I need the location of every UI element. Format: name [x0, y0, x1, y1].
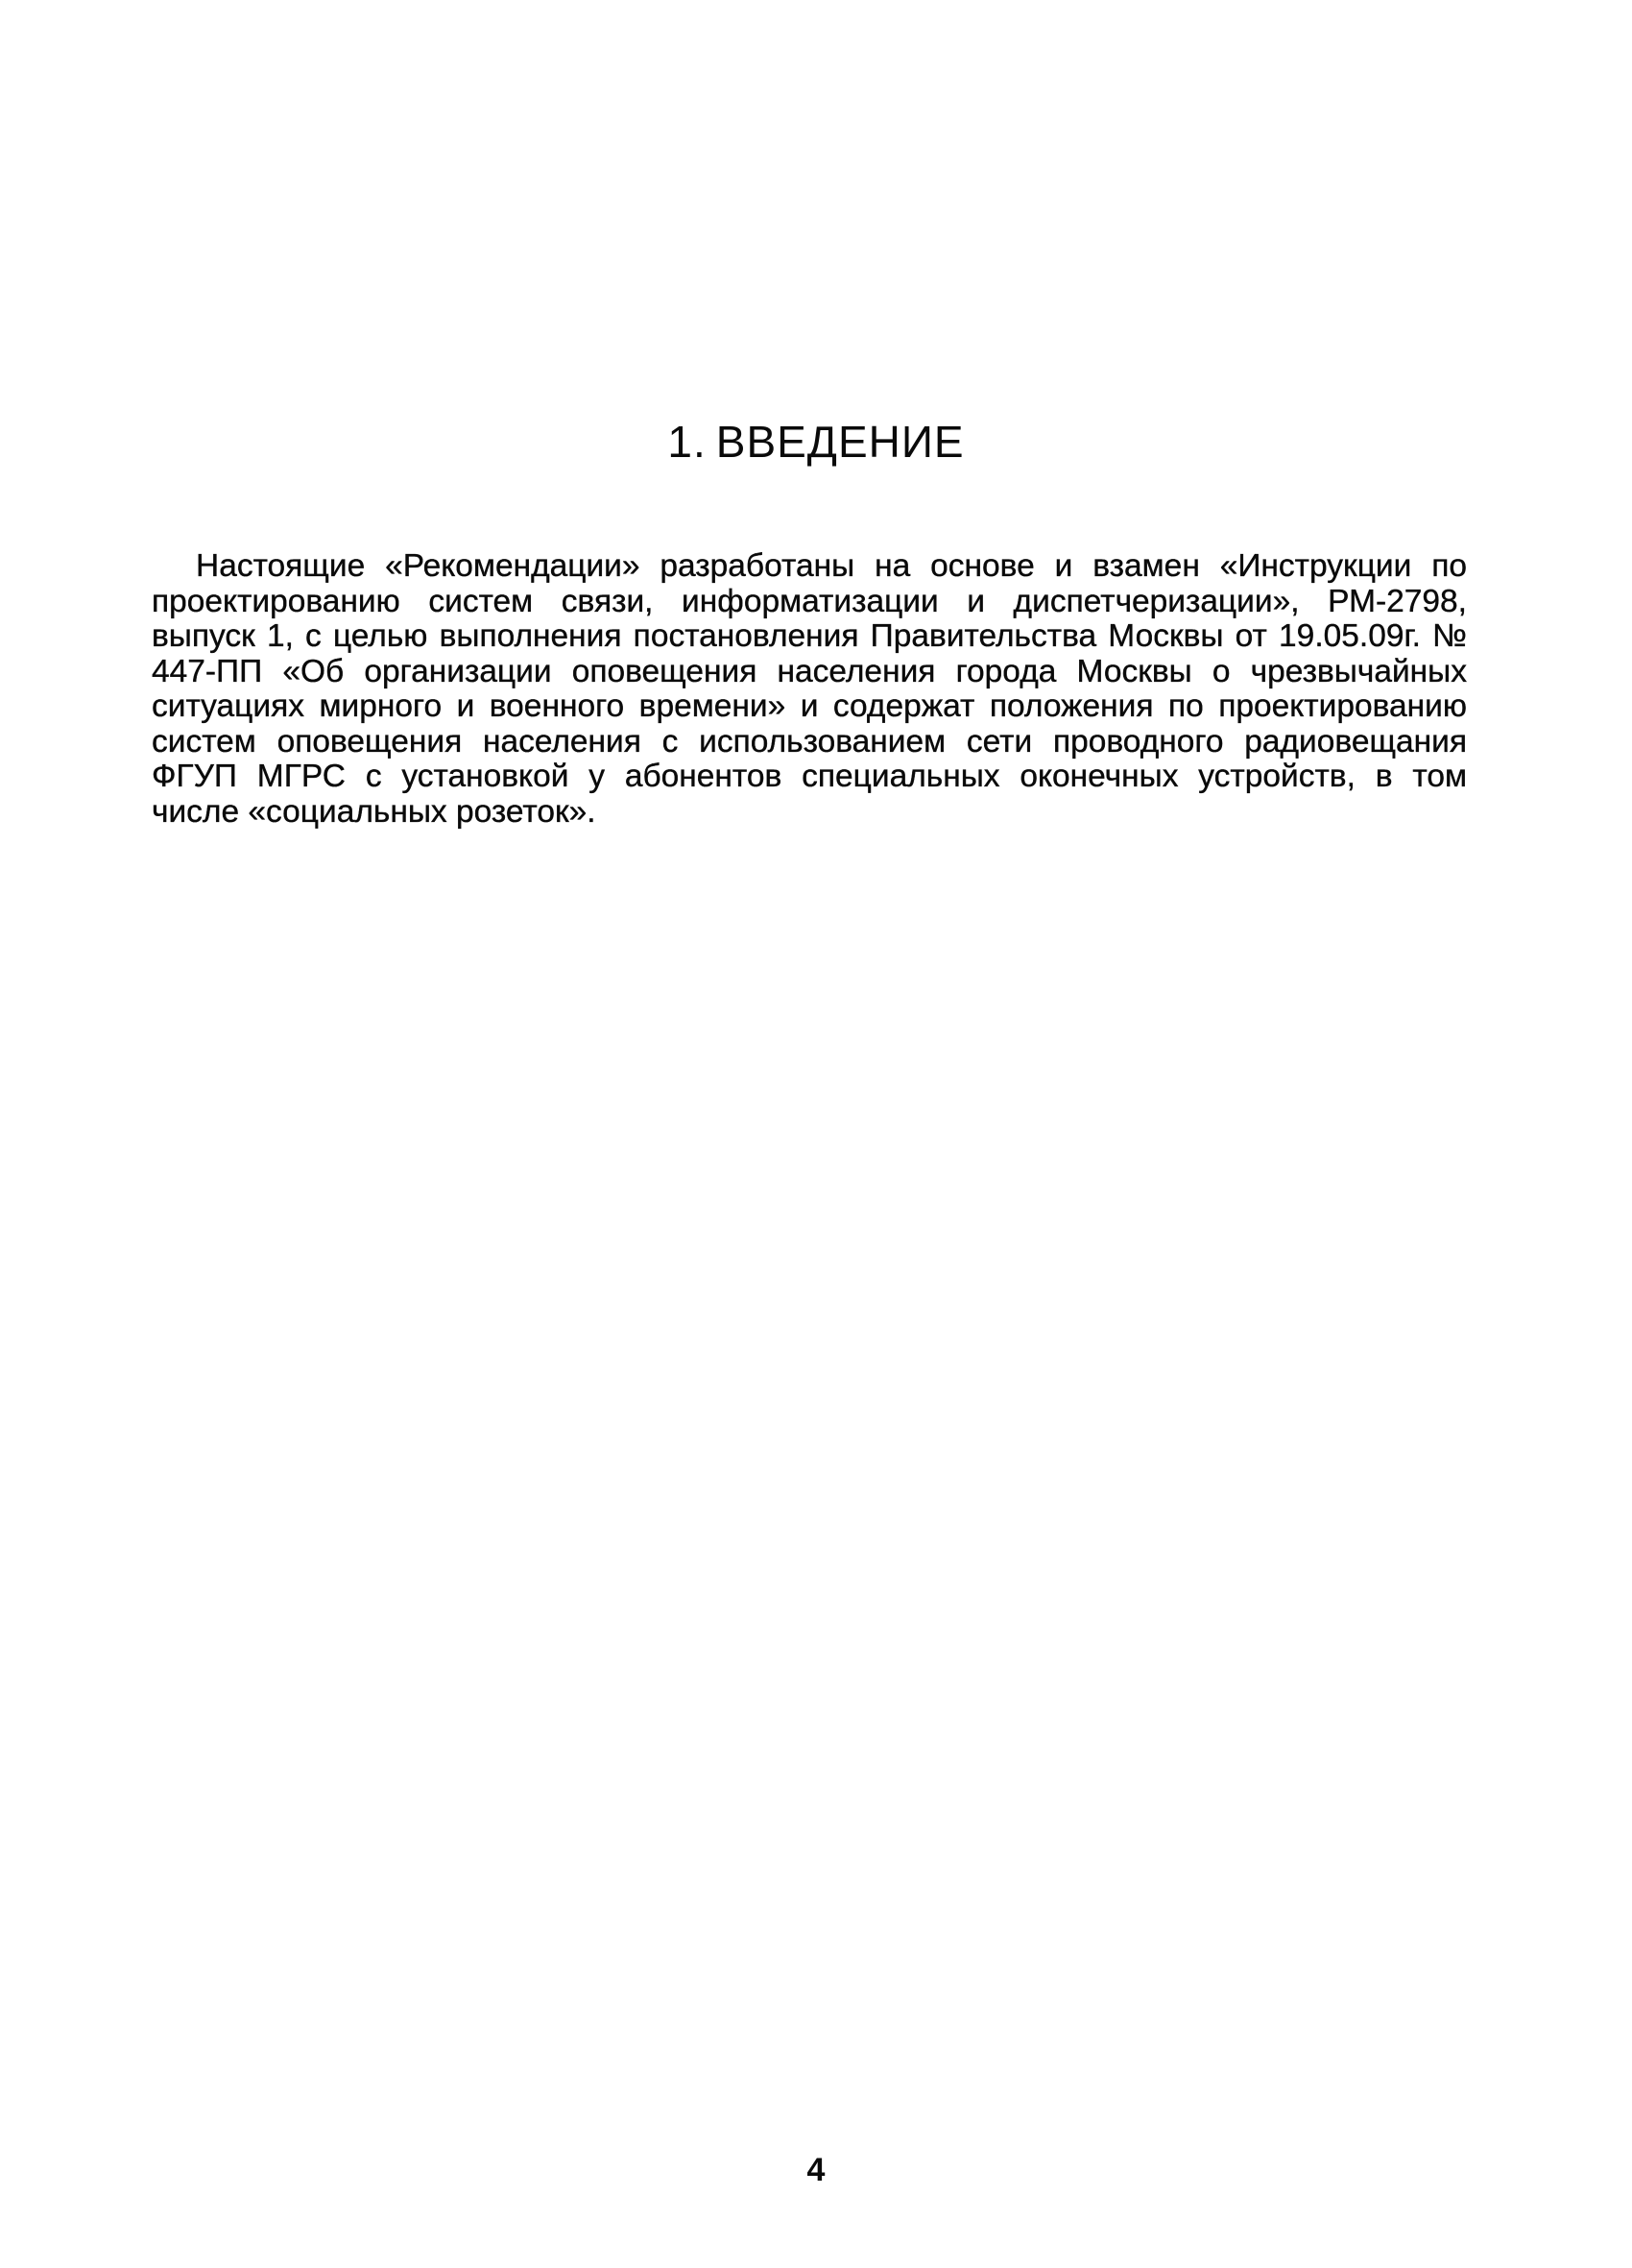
paragraph-line: ситуациях мирного и военного времени» и содержат положения по проектированию: [152, 688, 1467, 724]
paragraph-line: выпуск 1, с целью выполнения постановления Правительства Москвы от 19.05.09г. №: [152, 618, 1467, 654]
section-title: ВВЕДЕНИЕ: [715, 417, 965, 467]
page-number: 4: [806, 2152, 826, 2188]
paragraph-line: систем оповещения населения с использованием сети проводного радиовещания: [152, 723, 1467, 760]
paragraph-line: Настоящие «Рекомендации» разработаны на основе и взамен «Инструкции по: [196, 548, 1467, 584]
paragraph-line: числе «социальных розеток».: [152, 793, 596, 830]
intro-paragraph: [152, 549, 1467, 830]
paragraph-line: проектированию систем связи, информатизации и диспетчеризации», РМ-2798,: [152, 583, 1467, 619]
paragraph-line: 447-ПП «Об организации оповещения населения города Москвы о чрезвычайных: [152, 653, 1467, 689]
paragraph-line: ФГУП МГРС с установкой у абонентов специальных оконечных устройств, в том: [152, 759, 1467, 794]
section-heading: [0, 413, 1632, 470]
section-number: 1.: [667, 417, 707, 467]
